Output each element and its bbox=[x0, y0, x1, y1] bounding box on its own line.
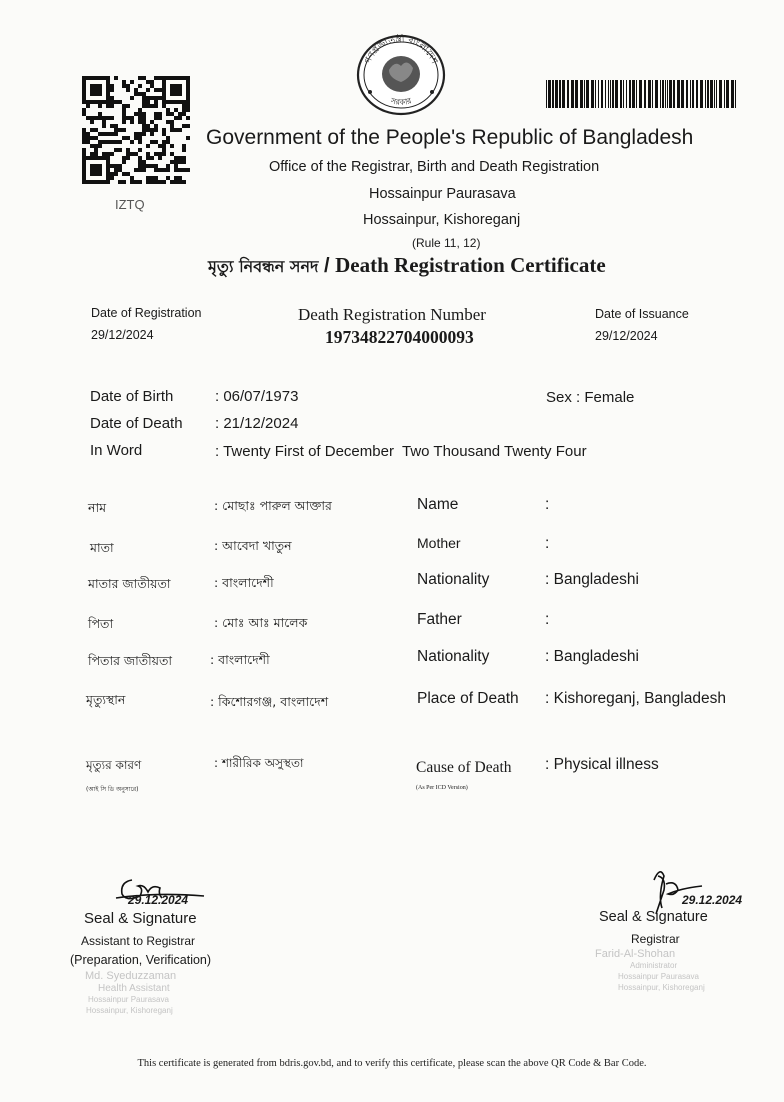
date-of-registration-value: 29/12/2024 bbox=[91, 328, 154, 342]
en-value: : Kishoreganj, Bangladesh bbox=[545, 690, 726, 707]
bn-value: : আবেদা খাতুন bbox=[214, 538, 292, 553]
seal-text-top: গণপ্রজাতন্ত্রী বাংলাদেশ bbox=[363, 34, 439, 66]
en-label: Cause of Death bbox=[416, 759, 512, 776]
certificate-title-en: Death Registration Certificate bbox=[335, 253, 606, 277]
en-label: Nationality bbox=[417, 648, 490, 665]
dob-label: Date of Birth bbox=[90, 388, 174, 405]
bn-value: : কিশোরগঞ্জ, বাংলাদেশ bbox=[210, 694, 329, 709]
en-label: Father bbox=[417, 611, 462, 628]
death-registration-number: 19734822704000093 bbox=[325, 327, 474, 347]
bn-label: মৃত্যুস্থান bbox=[86, 692, 126, 707]
cause-note-en: (As Per ICD Version) bbox=[416, 785, 468, 791]
bn-value: : মোঃ আঃ মালেক bbox=[214, 615, 308, 630]
office-name: Office of the Registrar, Birth and Death Registration bbox=[269, 159, 600, 175]
footer-note: This certificate is generated from bdris.gov.bd, and to verify this certificate, please scan the above QR Code & Bar Code. bbox=[137, 1058, 647, 1069]
seal-text-bottom: সরকার bbox=[389, 96, 413, 107]
en-value: : bbox=[545, 496, 550, 513]
bn-value: : বাংলাদেশী bbox=[210, 652, 270, 667]
inword-value: : Twenty First of December Two Thousand Twenty Four bbox=[215, 443, 587, 460]
right-signature-date: 29.12.2024 bbox=[682, 893, 743, 907]
left-signature-date: 29.12.2024 bbox=[128, 893, 189, 907]
paurasava-name: Hossainpur Paurasava bbox=[369, 186, 516, 202]
government-seal bbox=[356, 34, 446, 116]
en-label: Nationality bbox=[417, 571, 490, 588]
sex-value: Sex : Female bbox=[546, 389, 635, 406]
en-label: Place of Death bbox=[417, 690, 519, 707]
bn-label: নাম bbox=[88, 500, 107, 515]
dod-label: Date of Death bbox=[90, 415, 183, 432]
barcode bbox=[546, 80, 738, 108]
dod-value: : 21/12/2024 bbox=[215, 415, 299, 432]
certificate-title-bn: মৃত্যু নিবন্ধন সনদ bbox=[208, 257, 319, 276]
en-value: : Physical illness bbox=[545, 756, 659, 773]
en-value: : bbox=[545, 535, 550, 552]
government-title: Government of the People's Republic of Bangladesh bbox=[206, 126, 694, 149]
left-role-sub: (Preparation, Verification) bbox=[70, 953, 212, 967]
bn-label: মৃত্যুর কারণ bbox=[86, 758, 142, 772]
bn-label: মাতার জাতীয়তা bbox=[88, 576, 171, 591]
qr-code-label: IZTQ bbox=[115, 197, 145, 212]
bn-label: মাতা bbox=[90, 540, 114, 555]
en-label: Name bbox=[417, 496, 459, 513]
right-role: Registrar bbox=[631, 932, 680, 946]
right-stamp-line3: Hossainpur Paurasava bbox=[618, 972, 699, 981]
right-stamp-name: Farid-Al-Shohan bbox=[595, 948, 676, 960]
dob-value: : 06/07/1973 bbox=[215, 388, 299, 405]
certificate-title bbox=[208, 253, 606, 281]
en-value: : bbox=[545, 611, 550, 628]
right-stamp-line4: Hossainpur, Kishoreganj bbox=[618, 983, 705, 992]
bn-value: : বাংলাদেশী bbox=[214, 575, 274, 590]
date-of-issuance-label: Date of Issuance bbox=[595, 307, 689, 321]
en-label: Mother bbox=[417, 535, 461, 551]
bn-value: : মোছাঃ পারুল আক্তার bbox=[214, 498, 332, 513]
bn-label: পিতা bbox=[88, 616, 114, 631]
rule-reference: (Rule 11, 12) bbox=[412, 236, 481, 250]
en-value: : Bangladeshi bbox=[545, 648, 639, 665]
left-stamp-line3: Hossainpur Paurasava bbox=[88, 995, 169, 1004]
en-value: : Bangladeshi bbox=[545, 571, 639, 588]
right-stamp-title: Administrator bbox=[630, 961, 678, 970]
bn-label: পিতার জাতীয়তা bbox=[88, 653, 173, 668]
location: Hossainpur, Kishoreganj bbox=[363, 212, 521, 228]
qr-code bbox=[82, 76, 190, 184]
left-seal-label: Seal & Signature bbox=[84, 910, 197, 927]
cause-note-bn: (আই সি ডি অনুসারে) bbox=[86, 786, 139, 793]
inword-label: In Word bbox=[90, 442, 143, 459]
certificate-title-sep: / bbox=[318, 255, 336, 277]
left-stamp-line4: Hossainpur, Kishoreganj bbox=[86, 1006, 173, 1015]
left-stamp-name: Md. Syeduzzaman bbox=[85, 970, 177, 982]
death-registration-number-label: Death Registration Number bbox=[298, 305, 486, 324]
left-role: Assistant to Registrar bbox=[81, 934, 196, 948]
date-of-issuance-value: 29/12/2024 bbox=[595, 329, 658, 343]
bn-value: : শারীরিক অসুস্থতা bbox=[214, 756, 304, 770]
right-seal-label: Seal & Signature bbox=[599, 909, 708, 925]
left-stamp-title: Health Assistant bbox=[98, 983, 170, 994]
date-of-registration-label: Date of Registration bbox=[91, 306, 202, 320]
